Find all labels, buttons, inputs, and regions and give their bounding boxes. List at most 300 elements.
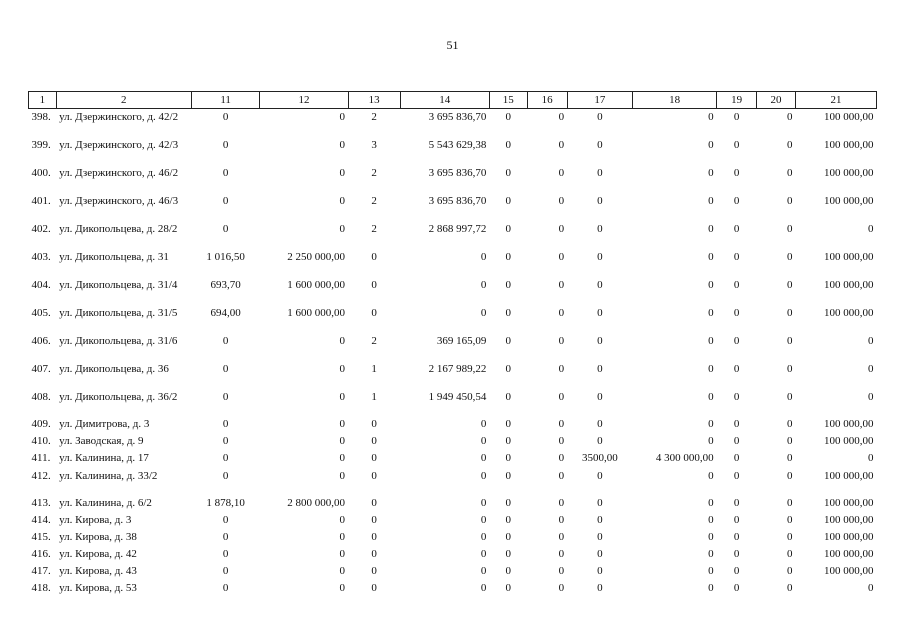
cell-col-16: 0 bbox=[558, 452, 565, 464]
cell-row-number: 404. bbox=[31, 279, 51, 291]
cell-address: ул. Дзержинского, д. 46/3 bbox=[59, 195, 179, 207]
cell-col-13: 2 bbox=[371, 111, 377, 123]
cell-col-16: 0 bbox=[558, 582, 565, 594]
cell-col-16: 0 bbox=[558, 335, 565, 347]
cell-col-17: 0 bbox=[597, 363, 603, 375]
column-header-2: 2 bbox=[56, 92, 191, 109]
cell-col-20: 0 bbox=[786, 418, 793, 430]
cell-col-14: 3 695 836,70 bbox=[428, 195, 487, 207]
cell-col-18: 0 bbox=[708, 363, 714, 375]
cell-col-15: 0 bbox=[505, 335, 511, 347]
cell-col-17: 0 bbox=[597, 582, 603, 594]
cell-col-18: 0 bbox=[708, 391, 714, 403]
cell-col-11: 0 bbox=[222, 531, 229, 543]
cell-col-19: 0 bbox=[733, 531, 740, 543]
cell-col-18: 0 bbox=[708, 251, 714, 263]
cell-col-11: 0 bbox=[222, 167, 229, 179]
cell-col-19: 0 bbox=[733, 307, 740, 319]
cell-col-21: 0 bbox=[868, 335, 874, 347]
cell-col-20: 0 bbox=[786, 195, 793, 207]
column-header-21: 21 bbox=[795, 92, 876, 109]
cell-col-18: 0 bbox=[708, 279, 714, 291]
cell-col-20: 0 bbox=[786, 514, 793, 526]
table-row bbox=[29, 249, 877, 277]
cell-address: ул. Кирова, д. 38 bbox=[59, 531, 137, 543]
cell-col-13: 0 bbox=[371, 452, 377, 464]
cell-row-number: 405. bbox=[31, 307, 51, 319]
cell-col-20: 0 bbox=[786, 582, 793, 594]
cell-address: ул. Дикопольцева, д. 31 bbox=[59, 251, 169, 263]
cell-col-16: 0 bbox=[558, 531, 565, 543]
cell-col-19: 0 bbox=[733, 251, 740, 263]
cell-address: ул. Дикопольцева, д. 31/4 bbox=[59, 279, 178, 291]
cell-col-19: 0 bbox=[733, 435, 740, 447]
cell-col-18: 0 bbox=[708, 139, 714, 151]
cell-col-14: 0 bbox=[480, 497, 487, 509]
table-row bbox=[29, 137, 877, 165]
cell-col-11: 694,00 bbox=[210, 307, 241, 319]
cell-col-12: 0 bbox=[339, 565, 345, 577]
cell-col-16: 0 bbox=[558, 470, 565, 482]
cell-col-12: 0 bbox=[339, 195, 345, 207]
cell-col-17: 0 bbox=[597, 223, 603, 235]
cell-col-21: 100 000,00 bbox=[824, 514, 874, 526]
table-row bbox=[29, 389, 877, 417]
cell-col-16: 0 bbox=[558, 391, 565, 403]
cell-col-18: 0 bbox=[708, 435, 714, 447]
cell-col-16: 0 bbox=[558, 167, 565, 179]
cell-col-15: 0 bbox=[505, 223, 511, 235]
cell-col-12: 0 bbox=[339, 111, 345, 123]
cell-col-21: 100 000,00 bbox=[824, 279, 874, 291]
cell-col-17: 0 bbox=[597, 279, 603, 291]
cell-col-14: 3 695 836,70 bbox=[428, 167, 487, 179]
table-row bbox=[29, 496, 877, 513]
column-header-19: 19 bbox=[717, 92, 757, 109]
cell-col-21: 100 000,00 bbox=[824, 251, 874, 263]
cell-col-13: 1 bbox=[371, 391, 377, 403]
table-row bbox=[29, 305, 877, 333]
cell-col-15: 0 bbox=[505, 531, 511, 543]
cell-col-15: 0 bbox=[505, 363, 511, 375]
cell-col-19: 0 bbox=[733, 565, 740, 577]
cell-col-18: 4 300 000,00 bbox=[655, 452, 714, 464]
cell-col-21: 0 bbox=[868, 363, 874, 375]
column-header-16: 16 bbox=[527, 92, 567, 109]
cell-col-11: 0 bbox=[222, 435, 229, 447]
cell-col-20: 0 bbox=[786, 223, 793, 235]
cell-col-15: 0 bbox=[505, 470, 511, 482]
cell-row-number: 402. bbox=[31, 223, 51, 235]
cell-row-number: 414. bbox=[31, 514, 51, 526]
cell-col-15: 0 bbox=[505, 565, 511, 577]
cell-col-12: 0 bbox=[339, 531, 345, 543]
cell-col-13: 2 bbox=[371, 335, 377, 347]
cell-col-16: 0 bbox=[558, 307, 565, 319]
cell-col-19: 0 bbox=[733, 167, 740, 179]
cell-col-13: 0 bbox=[371, 514, 377, 526]
cell-col-14: 0 bbox=[480, 548, 487, 560]
cell-col-17: 0 bbox=[597, 139, 603, 151]
column-header-17: 17 bbox=[567, 92, 633, 109]
cell-col-20: 0 bbox=[786, 335, 793, 347]
cell-col-21: 100 000,00 bbox=[824, 195, 874, 207]
table-row bbox=[29, 109, 877, 138]
column-header-20: 20 bbox=[757, 92, 796, 109]
cell-col-21: 100 000,00 bbox=[824, 548, 874, 560]
cell-col-18: 0 bbox=[708, 531, 714, 543]
cell-col-20: 0 bbox=[786, 548, 793, 560]
cell-col-12: 0 bbox=[339, 548, 345, 560]
cell-col-20: 0 bbox=[786, 565, 793, 577]
cell-col-18: 0 bbox=[708, 307, 714, 319]
cell-address: ул. Дикопольцева, д. 31/5 bbox=[59, 307, 178, 319]
cell-col-12: 0 bbox=[339, 452, 345, 464]
cell-col-19: 0 bbox=[733, 418, 740, 430]
cell-col-11: 693,70 bbox=[210, 279, 241, 291]
cell-address: ул. Дзержинского, д. 42/3 bbox=[59, 139, 179, 151]
cell-col-14: 0 bbox=[480, 514, 487, 526]
cell-col-16: 0 bbox=[558, 497, 565, 509]
table-row bbox=[29, 417, 877, 434]
cell-col-21: 100 000,00 bbox=[824, 167, 874, 179]
cell-col-14: 2 167 989,22 bbox=[428, 363, 487, 375]
cell-col-14: 0 bbox=[480, 531, 487, 543]
cell-col-15: 0 bbox=[505, 418, 511, 430]
cell-col-15: 0 bbox=[505, 139, 511, 151]
cell-col-14: 369 165,09 bbox=[436, 335, 487, 347]
cell-row-number: 418. bbox=[31, 582, 51, 594]
cell-col-15: 0 bbox=[505, 195, 511, 207]
cell-address: ул. Дикопольцева, д. 36 bbox=[59, 363, 169, 375]
cell-address: ул. Дикопольцева, д. 31/6 bbox=[59, 335, 178, 347]
cell-row-number: 408. bbox=[31, 391, 51, 403]
cell-col-11: 0 bbox=[222, 582, 229, 594]
cell-col-15: 0 bbox=[505, 307, 511, 319]
cell-col-14: 0 bbox=[480, 582, 487, 594]
cell-col-20: 0 bbox=[786, 470, 793, 482]
cell-col-13: 2 bbox=[371, 223, 377, 235]
cell-col-16: 0 bbox=[558, 279, 565, 291]
cell-row-number: 407. bbox=[31, 363, 51, 375]
cell-col-13: 0 bbox=[371, 279, 377, 291]
cell-col-14: 1 949 450,54 bbox=[428, 391, 487, 403]
cell-col-21: 0 bbox=[868, 391, 874, 403]
cell-col-14: 0 bbox=[480, 470, 487, 482]
cell-col-11: 1 016,50 bbox=[206, 251, 245, 263]
cell-address: ул. Дикопольцева, д. 28/2 bbox=[59, 223, 178, 235]
cell-col-16: 0 bbox=[558, 514, 565, 526]
cell-col-11: 0 bbox=[222, 139, 229, 151]
cell-col-17: 0 bbox=[597, 497, 603, 509]
cell-col-14: 0 bbox=[480, 307, 487, 319]
cell-row-number: 411. bbox=[31, 452, 51, 464]
cell-col-18: 0 bbox=[708, 470, 714, 482]
cell-row-number: 417. bbox=[31, 565, 51, 577]
cell-col-16: 0 bbox=[558, 251, 565, 263]
cell-col-21: 100 000,00 bbox=[824, 418, 874, 430]
cell-col-20: 0 bbox=[786, 139, 793, 151]
cell-col-16: 0 bbox=[558, 111, 565, 123]
page-number: 51 bbox=[446, 38, 459, 52]
cell-col-12: 0 bbox=[339, 335, 345, 347]
cell-row-number: 413. bbox=[31, 497, 51, 509]
cell-row-number: 401. bbox=[31, 195, 51, 207]
cell-col-12: 0 bbox=[339, 167, 345, 179]
cell-col-18: 0 bbox=[708, 223, 714, 235]
cell-col-12: 0 bbox=[339, 514, 345, 526]
cell-col-16: 0 bbox=[558, 435, 565, 447]
cell-col-21: 0 bbox=[868, 223, 874, 235]
table-row bbox=[29, 277, 877, 305]
cell-col-13: 0 bbox=[371, 307, 377, 319]
column-header-15: 15 bbox=[489, 92, 527, 109]
cell-col-18: 0 bbox=[708, 514, 714, 526]
cell-col-18: 0 bbox=[708, 548, 714, 560]
cell-col-19: 0 bbox=[733, 452, 740, 464]
cell-row-number: 399. bbox=[31, 139, 51, 151]
cell-col-11: 0 bbox=[222, 363, 229, 375]
cell-col-20: 0 bbox=[786, 111, 793, 123]
cell-col-14: 2 868 997,72 bbox=[428, 223, 487, 235]
cell-row-number: 406. bbox=[31, 335, 51, 347]
cell-col-18: 0 bbox=[708, 111, 714, 123]
cell-col-16: 0 bbox=[558, 139, 565, 151]
cell-col-16: 0 bbox=[558, 363, 565, 375]
cell-col-15: 0 bbox=[505, 251, 511, 263]
cell-col-21: 100 000,00 bbox=[824, 497, 874, 509]
cell-col-19: 0 bbox=[733, 111, 740, 123]
cell-col-20: 0 bbox=[786, 452, 793, 464]
cell-col-20: 0 bbox=[786, 531, 793, 543]
cell-address: ул. Калинина, д. 17 bbox=[59, 452, 149, 464]
cell-col-13: 2 bbox=[371, 167, 377, 179]
table-row bbox=[29, 581, 877, 598]
cell-col-11: 1 878,10 bbox=[206, 497, 245, 509]
table-row bbox=[29, 564, 877, 581]
cell-col-14: 0 bbox=[480, 251, 487, 263]
cell-col-19: 0 bbox=[733, 470, 740, 482]
cell-col-18: 0 bbox=[708, 565, 714, 577]
cell-row-number: 415. bbox=[31, 531, 51, 543]
cell-col-20: 0 bbox=[786, 307, 793, 319]
cell-col-12: 0 bbox=[339, 223, 345, 235]
column-header-13: 13 bbox=[348, 92, 400, 109]
cell-col-21: 100 000,00 bbox=[824, 435, 874, 447]
cell-col-18: 0 bbox=[708, 582, 714, 594]
cell-col-17: 0 bbox=[597, 251, 603, 263]
cell-col-17: 0 bbox=[597, 514, 603, 526]
cell-col-20: 0 bbox=[786, 279, 793, 291]
cell-col-18: 0 bbox=[708, 167, 714, 179]
cell-col-19: 0 bbox=[733, 497, 740, 509]
cell-col-21: 0 bbox=[868, 452, 874, 464]
cell-col-19: 0 bbox=[733, 514, 740, 526]
cell-col-19: 0 bbox=[733, 548, 740, 560]
cell-col-16: 0 bbox=[558, 195, 565, 207]
cell-col-11: 0 bbox=[222, 470, 229, 482]
cell-col-12: 1 600 000,00 bbox=[287, 279, 345, 291]
cell-col-17: 0 bbox=[597, 531, 603, 543]
cell-col-21: 100 000,00 bbox=[824, 565, 874, 577]
cell-col-15: 0 bbox=[505, 279, 511, 291]
cell-col-15: 0 bbox=[505, 111, 511, 123]
cell-col-17: 0 bbox=[597, 307, 603, 319]
column-header-12: 12 bbox=[260, 92, 348, 109]
table-row bbox=[29, 513, 877, 530]
cell-col-20: 0 bbox=[786, 167, 793, 179]
cell-col-11: 0 bbox=[222, 548, 229, 560]
cell-col-19: 0 bbox=[733, 139, 740, 151]
cell-col-19: 0 bbox=[733, 363, 740, 375]
cell-col-12: 0 bbox=[339, 391, 345, 403]
cell-col-12: 0 bbox=[339, 363, 345, 375]
cell-col-21: 100 000,00 bbox=[824, 307, 874, 319]
cell-col-12: 1 600 000,00 bbox=[287, 307, 345, 319]
cell-col-15: 0 bbox=[505, 435, 511, 447]
cell-col-11: 0 bbox=[222, 452, 229, 464]
cell-col-16: 0 bbox=[558, 565, 565, 577]
cell-col-19: 0 bbox=[733, 582, 740, 594]
cell-col-12: 2 800 000,00 bbox=[287, 497, 345, 509]
cell-row-number: 416. bbox=[31, 548, 51, 560]
table-row bbox=[29, 468, 877, 496]
cell-col-14: 0 bbox=[480, 565, 487, 577]
cell-col-11: 0 bbox=[222, 335, 229, 347]
table-body bbox=[29, 109, 877, 599]
cell-col-13: 0 bbox=[371, 418, 377, 430]
cell-col-11: 0 bbox=[222, 195, 229, 207]
cell-address: ул. Калинина, д. 6/2 bbox=[59, 497, 152, 509]
cell-col-13: 3 bbox=[371, 139, 377, 151]
cell-col-15: 0 bbox=[505, 452, 511, 464]
table-row bbox=[29, 547, 877, 564]
cell-col-14: 0 bbox=[480, 418, 487, 430]
column-header-1: 1 bbox=[29, 92, 57, 109]
cell-col-14: 0 bbox=[480, 435, 487, 447]
cell-col-19: 0 bbox=[733, 195, 740, 207]
cell-row-number: 409. bbox=[31, 418, 51, 430]
cell-col-20: 0 bbox=[786, 435, 793, 447]
cell-col-17: 0 bbox=[597, 565, 603, 577]
cell-address: ул. Кирова, д. 53 bbox=[59, 582, 137, 594]
cell-address: ул. Димитрова, д. 3 bbox=[59, 418, 150, 430]
cell-col-15: 0 bbox=[505, 391, 511, 403]
cell-col-11: 0 bbox=[222, 223, 229, 235]
cell-address: ул. Калинина, д. 33/2 bbox=[59, 470, 158, 482]
cell-row-number: 403. bbox=[31, 251, 51, 263]
cell-col-17: 0 bbox=[597, 470, 603, 482]
cell-col-13: 0 bbox=[371, 435, 377, 447]
cell-col-21: 100 000,00 bbox=[824, 470, 874, 482]
cell-col-16: 0 bbox=[558, 418, 565, 430]
cell-col-21: 100 000,00 bbox=[824, 111, 874, 123]
cell-col-13: 1 bbox=[371, 363, 377, 375]
cell-col-12: 0 bbox=[339, 139, 345, 151]
cell-col-17: 0 bbox=[597, 418, 603, 430]
column-header-11: 11 bbox=[191, 92, 260, 109]
table-row bbox=[29, 451, 877, 468]
cell-col-20: 0 bbox=[786, 497, 793, 509]
cell-col-18: 0 bbox=[708, 335, 714, 347]
cell-col-12: 0 bbox=[339, 435, 345, 447]
cell-col-12: 0 bbox=[339, 582, 345, 594]
cell-col-13: 0 bbox=[371, 582, 377, 594]
table-row bbox=[29, 193, 877, 221]
cell-col-18: 0 bbox=[708, 195, 714, 207]
cell-address: ул. Кирова, д. 43 bbox=[59, 565, 137, 577]
cell-col-16: 0 bbox=[558, 548, 565, 560]
cell-col-13: 0 bbox=[371, 565, 377, 577]
cell-row-number: 412. bbox=[31, 470, 51, 482]
cell-address: ул. Дикопольцева, д. 36/2 bbox=[59, 391, 178, 403]
cell-col-15: 0 bbox=[505, 514, 511, 526]
column-header-18: 18 bbox=[633, 92, 717, 109]
header-row bbox=[29, 92, 877, 109]
data-table bbox=[28, 91, 877, 598]
cell-col-17: 0 bbox=[597, 167, 603, 179]
cell-col-14: 5 543 629,38 bbox=[428, 139, 487, 151]
cell-col-17: 0 bbox=[597, 548, 603, 560]
cell-col-12: 0 bbox=[339, 418, 345, 430]
cell-col-14: 0 bbox=[480, 279, 487, 291]
cell-col-13: 0 bbox=[371, 548, 377, 560]
cell-col-13: 0 bbox=[371, 470, 377, 482]
cell-col-13: 0 bbox=[371, 531, 377, 543]
cell-col-20: 0 bbox=[786, 251, 793, 263]
cell-col-21: 100 000,00 bbox=[824, 531, 874, 543]
cell-col-19: 0 bbox=[733, 391, 740, 403]
cell-col-11: 0 bbox=[222, 111, 229, 123]
cell-col-13: 0 bbox=[371, 251, 377, 263]
cell-col-18: 0 bbox=[708, 497, 714, 509]
cell-col-21: 0 bbox=[868, 582, 874, 594]
cell-row-number: 400. bbox=[31, 167, 51, 179]
cell-col-17: 0 bbox=[597, 195, 603, 207]
cell-col-12: 0 bbox=[339, 470, 345, 482]
cell-col-20: 0 bbox=[786, 391, 793, 403]
cell-col-19: 0 bbox=[733, 279, 740, 291]
cell-address: ул. Кирова, д. 42 bbox=[59, 548, 137, 560]
cell-col-13: 2 bbox=[371, 195, 377, 207]
cell-address: ул. Кирова, д. 3 bbox=[59, 514, 132, 526]
cell-col-17: 3500,00 bbox=[582, 452, 618, 464]
table-row bbox=[29, 165, 877, 193]
cell-col-14: 3 695 836,70 bbox=[428, 111, 487, 123]
cell-col-15: 0 bbox=[505, 548, 511, 560]
cell-col-11: 0 bbox=[222, 514, 229, 526]
cell-col-15: 0 bbox=[505, 582, 511, 594]
cell-col-12: 2 250 000,00 bbox=[287, 251, 345, 263]
table-row bbox=[29, 221, 877, 249]
column-header-14: 14 bbox=[400, 92, 489, 109]
cell-col-13: 0 bbox=[371, 497, 377, 509]
cell-col-20: 0 bbox=[786, 363, 793, 375]
table-row bbox=[29, 333, 877, 361]
cell-row-number: 410. bbox=[31, 435, 51, 447]
cell-col-18: 0 bbox=[708, 418, 714, 430]
cell-address: ул. Дзержинского, д. 42/2 bbox=[59, 111, 179, 123]
cell-address: ул. Дзержинского, д. 46/2 bbox=[59, 167, 179, 179]
cell-col-16: 0 bbox=[558, 223, 565, 235]
cell-col-17: 0 bbox=[597, 335, 603, 347]
cell-col-17: 0 bbox=[597, 111, 603, 123]
cell-col-11: 0 bbox=[222, 565, 229, 577]
cell-col-15: 0 bbox=[505, 497, 511, 509]
table-row bbox=[29, 434, 877, 451]
cell-col-21: 100 000,00 bbox=[824, 139, 874, 151]
cell-address: ул. Заводская, д. 9 bbox=[59, 435, 144, 447]
